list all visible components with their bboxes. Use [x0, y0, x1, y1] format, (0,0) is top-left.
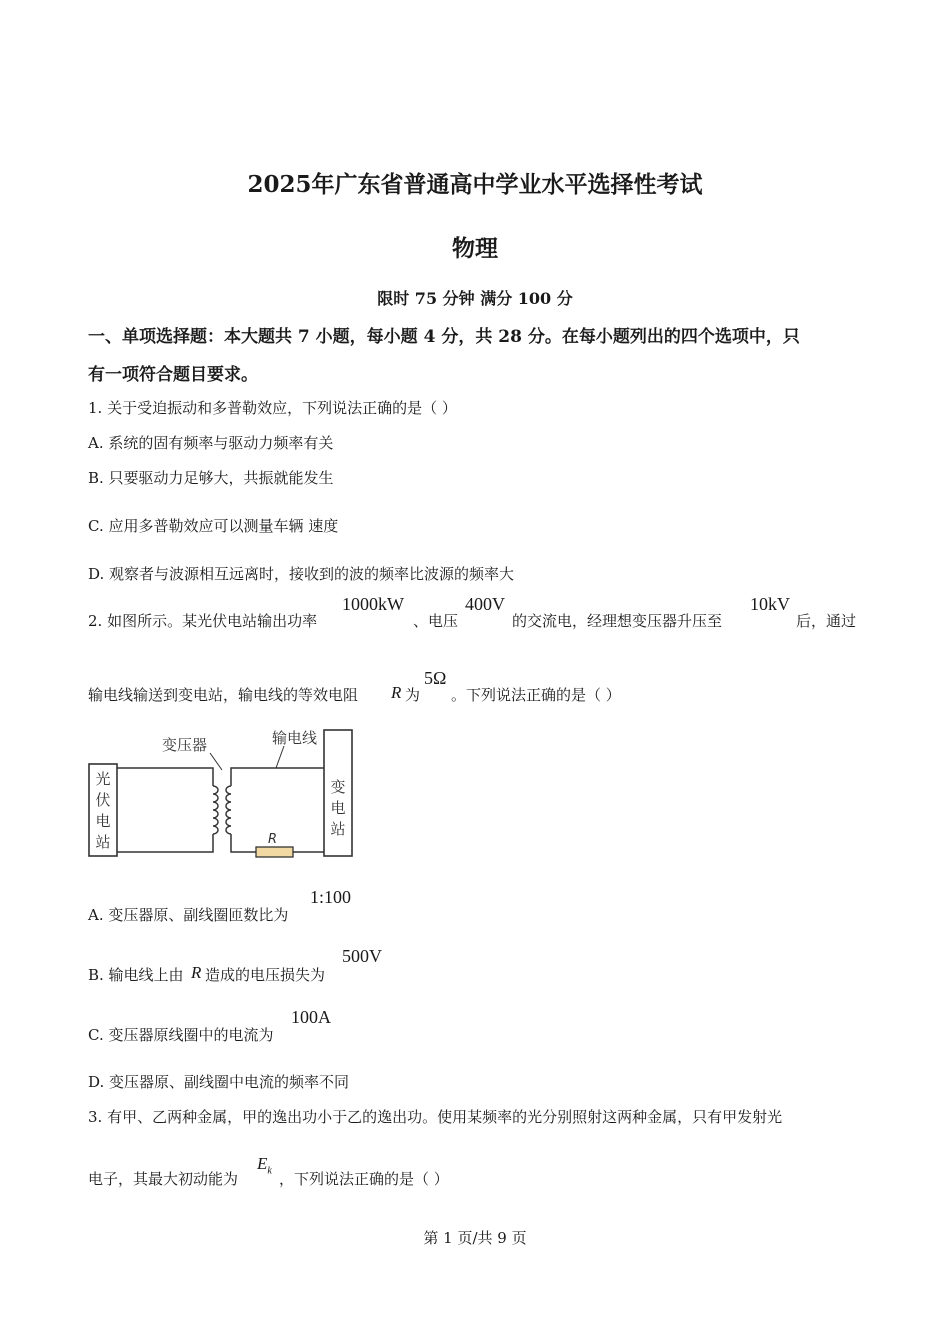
section-heading-line2: 有一项符合题目要求。: [88, 365, 258, 385]
sub-char-3: 站: [330, 820, 346, 838]
exam-title: 2025年广东省普通高中学业水平选择性考试: [247, 171, 703, 198]
q1-option-c: C. 应用多普勒效应可以测量车辆 速度: [88, 517, 339, 535]
q2-stem-b: 、电压: [413, 612, 459, 630]
primary-coil: [213, 786, 218, 834]
resistor: [256, 847, 293, 857]
pv-char-2: 伏: [95, 791, 111, 809]
q2-option-c-value: 100A: [291, 1007, 331, 1027]
circuit-diagram: [85, 722, 365, 864]
q2-option-b-b: 造成的电压损失为: [205, 966, 326, 984]
pv-char-3: 电: [95, 812, 111, 830]
q2-resistance: 5Ω: [424, 668, 447, 688]
resistor-label: R: [268, 832, 278, 847]
pv-char-1: 光: [95, 770, 111, 788]
secondary-bottom-wire: [231, 834, 256, 852]
q2-option-b-value: 500V: [342, 946, 382, 966]
q3-line2-a: 电子，其最大初动能为: [88, 1170, 239, 1188]
line-leader: [276, 746, 284, 768]
q1-stem: 1. 关于受迫振动和多普勒效应，下列说法正确的是（ ）: [88, 399, 457, 417]
secondary-coil: [226, 786, 231, 834]
q2-R: R: [391, 683, 402, 702]
q1-option-b: B. 只要驱动力足够大，共振就能发生: [88, 469, 334, 487]
q3-line1: 3. 有甲、乙两种金属，甲的逸出功小于乙的逸出功。使用某频率的光分别照射这两种金属，只有甲发射光: [88, 1108, 783, 1126]
q2-power: 1000kW: [342, 594, 404, 614]
q2-stem2-b: 为: [405, 686, 421, 704]
section-heading-line1: 一、单项选择题：本大题共 7 小题，每小题 4 分，共 28 分。在每小题列出的四个选项中，只: [88, 327, 800, 347]
sub-char-2: 电: [330, 799, 346, 817]
q3-Ek: [257, 1154, 272, 1176]
q2-stem2-c: 。下列说法正确的是（ ）: [451, 686, 621, 704]
q1-option-d: D. 观察者与波源相互远离时，接收到的波的频率比波源的频率大: [88, 565, 515, 583]
q2-option-d: D. 变压器原、副线圈中电流的频率不同: [88, 1073, 350, 1091]
q2-option-b-a: B. 输电线上由: [88, 966, 184, 984]
subject-title: 物理: [452, 235, 498, 262]
primary-top-wire: [117, 768, 213, 786]
exam-info: 限时 75 分钟 满分 100 分: [377, 289, 573, 308]
q3-Ek-sub: k: [267, 1165, 272, 1177]
transmission-line-top: [231, 768, 324, 786]
pv-char-4: 站: [95, 833, 111, 851]
transformer-label: 变压器: [162, 736, 208, 754]
sub-char-1: 变: [330, 778, 346, 796]
page-footer: 第 1 页/共 9 页: [423, 1229, 527, 1247]
q3-line2-b: ，下列说法正确的是（ ）: [279, 1170, 449, 1188]
q2-stem-c: 的交流电，经理想变压器升压至: [512, 612, 723, 630]
q1-option-a: A. 系统的固有频率与驱动力频率有关: [88, 434, 334, 452]
q2-option-a-value: 1:100: [310, 887, 352, 907]
line-label: 输电线: [272, 729, 318, 747]
q2-stem-a: 2. 如图所示。某光伏电站输出功率: [88, 612, 318, 630]
q2-option-b-R: R: [191, 963, 202, 982]
primary-bottom-wire: [117, 834, 213, 852]
q2-stem-d: 后，通过: [796, 612, 857, 630]
q3-Ek-main: E: [257, 1154, 268, 1173]
q2-voltage: 400V: [465, 594, 505, 614]
q2-boost: 10kV: [750, 594, 790, 614]
q2-stem2-a: 输电线输送到变电站，输电线的等效电阻: [88, 686, 359, 704]
q2-option-c: C. 变压器原线圈中的电流为: [88, 1026, 274, 1044]
q2-option-a: A. 变压器原、副线圈匝数比为: [88, 906, 289, 924]
